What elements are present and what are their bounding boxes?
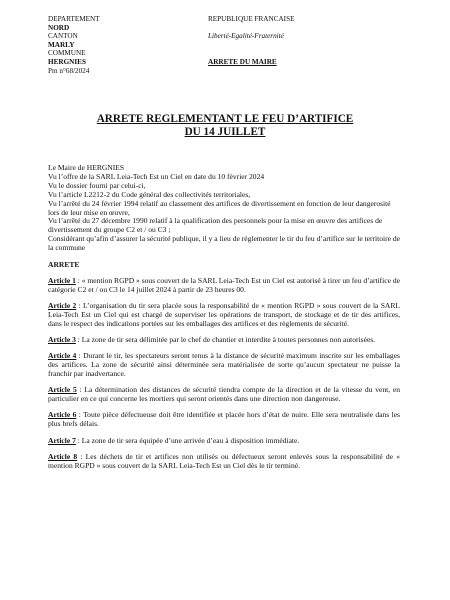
article-label: Article 6 [48,410,77,420]
article-7 [48,437,400,446]
article-2 [48,302,400,329]
visa-line: Vu l’arrêté du 24 février 1994 relatif au classement des artifices de divertissement en fonction de leur dangerosité lors de leur mise en œuvre, [48,198,391,217]
article-text: : La détermination des distances de sécurité tiendra compte de la direction et de la vitesse du vent, en particulier en ce qui concerne les mortiers qui seront orientés dans une direction non dangereuse. [48,385,400,404]
article-label: Article 3 [48,335,76,345]
article-text: : La zone de tir sera équipée d’une arrivée d’eau à disposition immédiate. [75,435,300,445]
document-body [48,164,400,478]
article-label: Article 5 [48,385,77,395]
visa-line: Vu l’article L2212-2 du Code général des collectivités territoriales, [48,189,251,199]
department-label: DEPARTEMENT [48,15,100,23]
commune-label: COMMUNE [48,49,86,58]
article-label: Article 7 [48,435,76,445]
arrete-heading: ARRETE [48,260,80,270]
visa-line: Vu l’arrêté du 27 décembre 1990 relatif à la qualification des personnels pour la mise en œuvre des artifices de divertissement du groupe C2 et / ou C3 ; [48,216,383,235]
commune-value: HERGNIES [48,57,86,66]
article-4 [48,352,400,379]
visas-section [48,164,400,253]
canton-label: CANTON [48,32,78,41]
visa-line: Vu l’offre de la SARL Leia-Tech Est un Ciel en date du 10 février 2024 [48,171,265,181]
article-5 [48,386,400,404]
article-label: Article 4 [48,351,77,361]
visa-line: Vu le dossier fourni par celui-ci, [48,180,146,190]
article-text: : La zone de tir sera délimitée par le chef de chantier et interdite à toutes personnes non autorisées. [75,335,376,345]
document-title [40,113,410,138]
article-text: : Les déchets de tir et artifices non utilisés ou défectueux seront enlevés sous la responsabilité de « mention RGPD » sous couvert de la SARL Leia-Tech Est un Ciel dès le tir terminé. [48,451,400,470]
article-text: : Toute pièce défectueuse doit être identifiée et placée hors d’état de nuire. Elle sera neutralisée dans les plus brefs délais. [48,410,400,429]
header-right-block [208,15,294,67]
republic-label: REPUBLIQUE FRANCAISE [208,15,295,23]
mayor-line: Le Maire de HERGNIES [48,163,125,172]
department-value: NORD [48,23,70,32]
considerant-line: Considérant qu’afin d’assurer la sécurité publique, il y a lieu de réglementer le tir du feu d’artifice sur le territoire de la commune [48,234,400,253]
article-3 [48,336,400,345]
title-line-1: ARRETE REGLEMENTANT LE FEU D’ARTIFICE [96,113,354,125]
article-1 [48,277,400,295]
decree-number: Pm n°68/2024 [48,66,90,75]
canton-value: MARLY [48,40,75,49]
article-6 [48,411,400,429]
header-left-block [48,15,100,75]
article-label: Article 1 [48,275,76,285]
motto: Liberté-Egalité-Fraternité [208,32,284,41]
article-8 [48,453,400,471]
article-text: : « mention RGPD » sous couvert de la SARL Leia-Tech Est un Ciel est autorisé à tirer un feu d’artifice de catégorie C2 et / ou C3 le 14 juillet 2024 à partir de 23 heures 00. [48,275,400,294]
article-text: : Durant le tir, les spectateurs seront tenus à la distance de sécurité maximum inscrite sur les emballages des artifices. La zone de sécurité ainsi déterminée sera matérialisée de sorte qu’aucun spectateur ne puisse la franchir par inadvertance. [48,351,400,379]
decree-type: ARRETE DU MAIRE [208,57,277,66]
article-text: : L’organisation du tir sera placée sous la responsabilité de « mention RGPD » sous couvert de la SARL Leia-Tech Est un Ciel qui est chargé de superviser les opérations de transport, de stockage et de tir des artifices, dans le respect des indications portées sur les emballages des artifices et des règlements de sécurité. [48,301,400,328]
article-label: Article 8 [48,451,78,461]
title-line-2: DU 14 JUILLET [184,125,266,138]
article-label: Article 2 [48,301,77,311]
